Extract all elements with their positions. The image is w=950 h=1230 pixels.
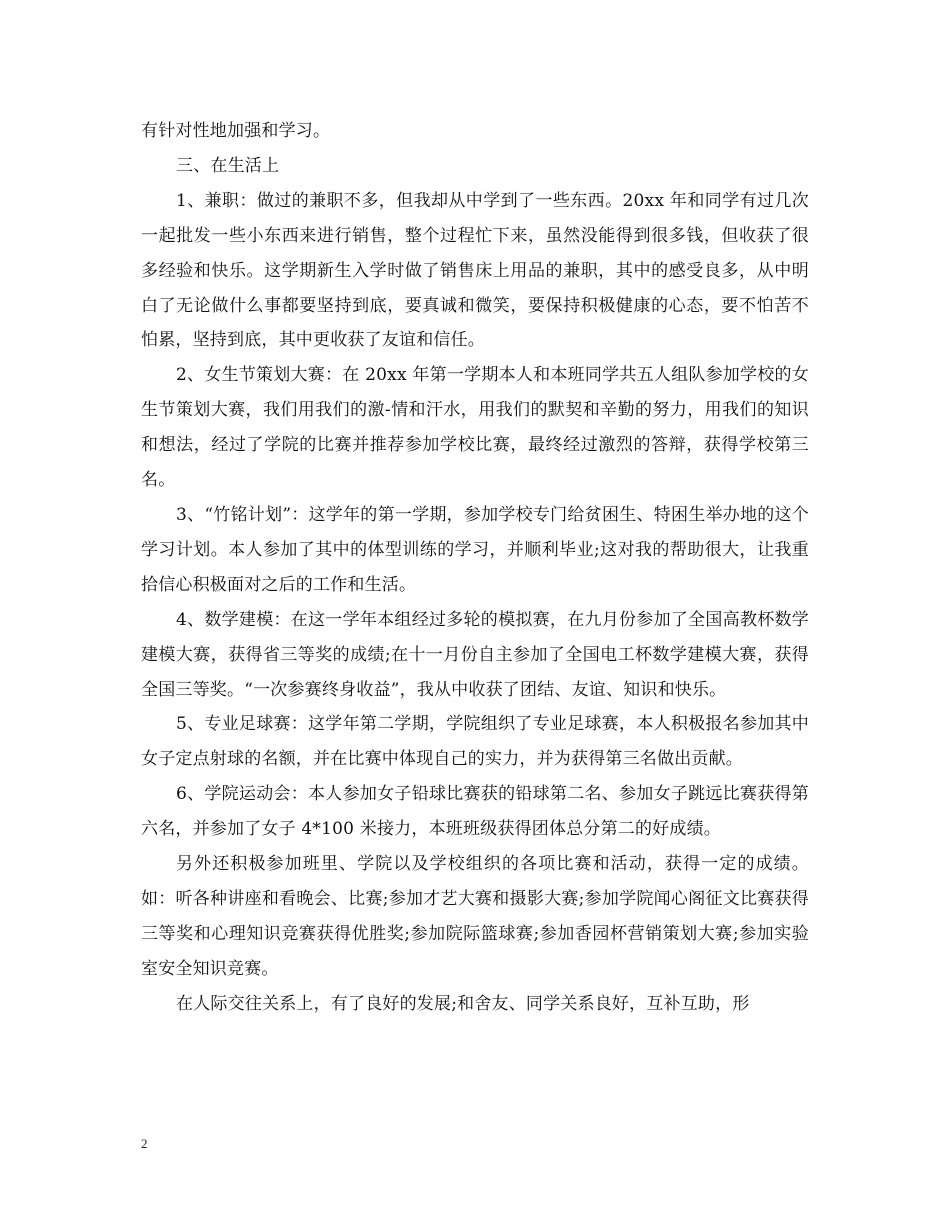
paragraph: 有针对性地加强和学习。 (141, 121, 331, 141)
paragraph: 4、数学建模：在这一学年本组经过多轮的模拟赛，在九月份参加了全国高教杯数学建模大赛，获得省三等奖的成绩;在十一月份自主参加了全国电工杯数学建模大赛，获得全国三等奖。“一次参赛终身收益”，我从中收获了团结、友谊、知识和快乐。 (141, 609, 809, 700)
document-body (141, 114, 809, 1022)
paragraph: 5、专业足球赛：这学年第二学期，学院组织了专业足球赛，本人积极报名参加其中女子定点射球的名额，并在比赛中体现自己的实力，并为获得第三名做出贡献。 (141, 714, 809, 770)
section-heading: 三、在生活上 (176, 155, 280, 176)
paragraph: 另外还积极参加班里、学院以及学校组织的各项比赛和活动，获得一定的成绩。如：听各种讲座和看晚会、比赛;参加才艺大赛和摄影大赛;参加学院闻心阁征文比赛获得三等奖和心理知识竞赛获得优胜奖;参加院际篮球赛;参加香园杯营销策划大赛;参加实验室安全知识竞赛。 (141, 854, 809, 979)
page-number: 2 (141, 1136, 148, 1151)
paragraph: 3、“竹铭计划”：这学年的第一学期，参加学校专门给贫困生、特困生举办地的这个学习计划。本人参加了其中的体型训练的学习，并顺利毕业;这对我的帮助很大，让我重拾信心积极面对之后的工作和生活。 (141, 504, 809, 595)
paragraph: 2、女生节策划大赛：在 20xx 年第一学期本人和本班同学共五人组队参加学校的女生节策划大赛，我们用我们的激-情和汗水，用我们的默契和辛勤的努力，用我们的知识和想法，经过了学院的比赛并推荐参加学校比赛，最终经过激烈的答辩，获得学校第三名。 (141, 365, 809, 491)
paragraph: 1、兼职：做过的兼职不多，但我却从中学到了一些东西。20xx 年和同学有过几次一起批发一些小东西来进行销售，整个过程忙下来，虽然没能得到很多钱，但收获了很多经验和快乐。这学期新生入学时做了销售床上用品的兼职，其中的感受良多，从中明白了无论做什么事都要坚持到底，要真诚和微笑，要保持积极健康的心态，要不怕苦不怕累，坚持到底，其中更收获了友谊和信任。 (141, 190, 809, 351)
paragraph: 6、学院运动会：本人参加女子铅球比赛获的铅球第二名、参加女子跳远比赛获得第六名，并参加了女子 4*100 米接力，本班班级获得团体总分第二的好成绩。 (141, 784, 809, 840)
paragraph: 在人际交往关系上，有了良好的发展;和舍友、同学关系良好，互补互助，形 (176, 993, 750, 1014)
